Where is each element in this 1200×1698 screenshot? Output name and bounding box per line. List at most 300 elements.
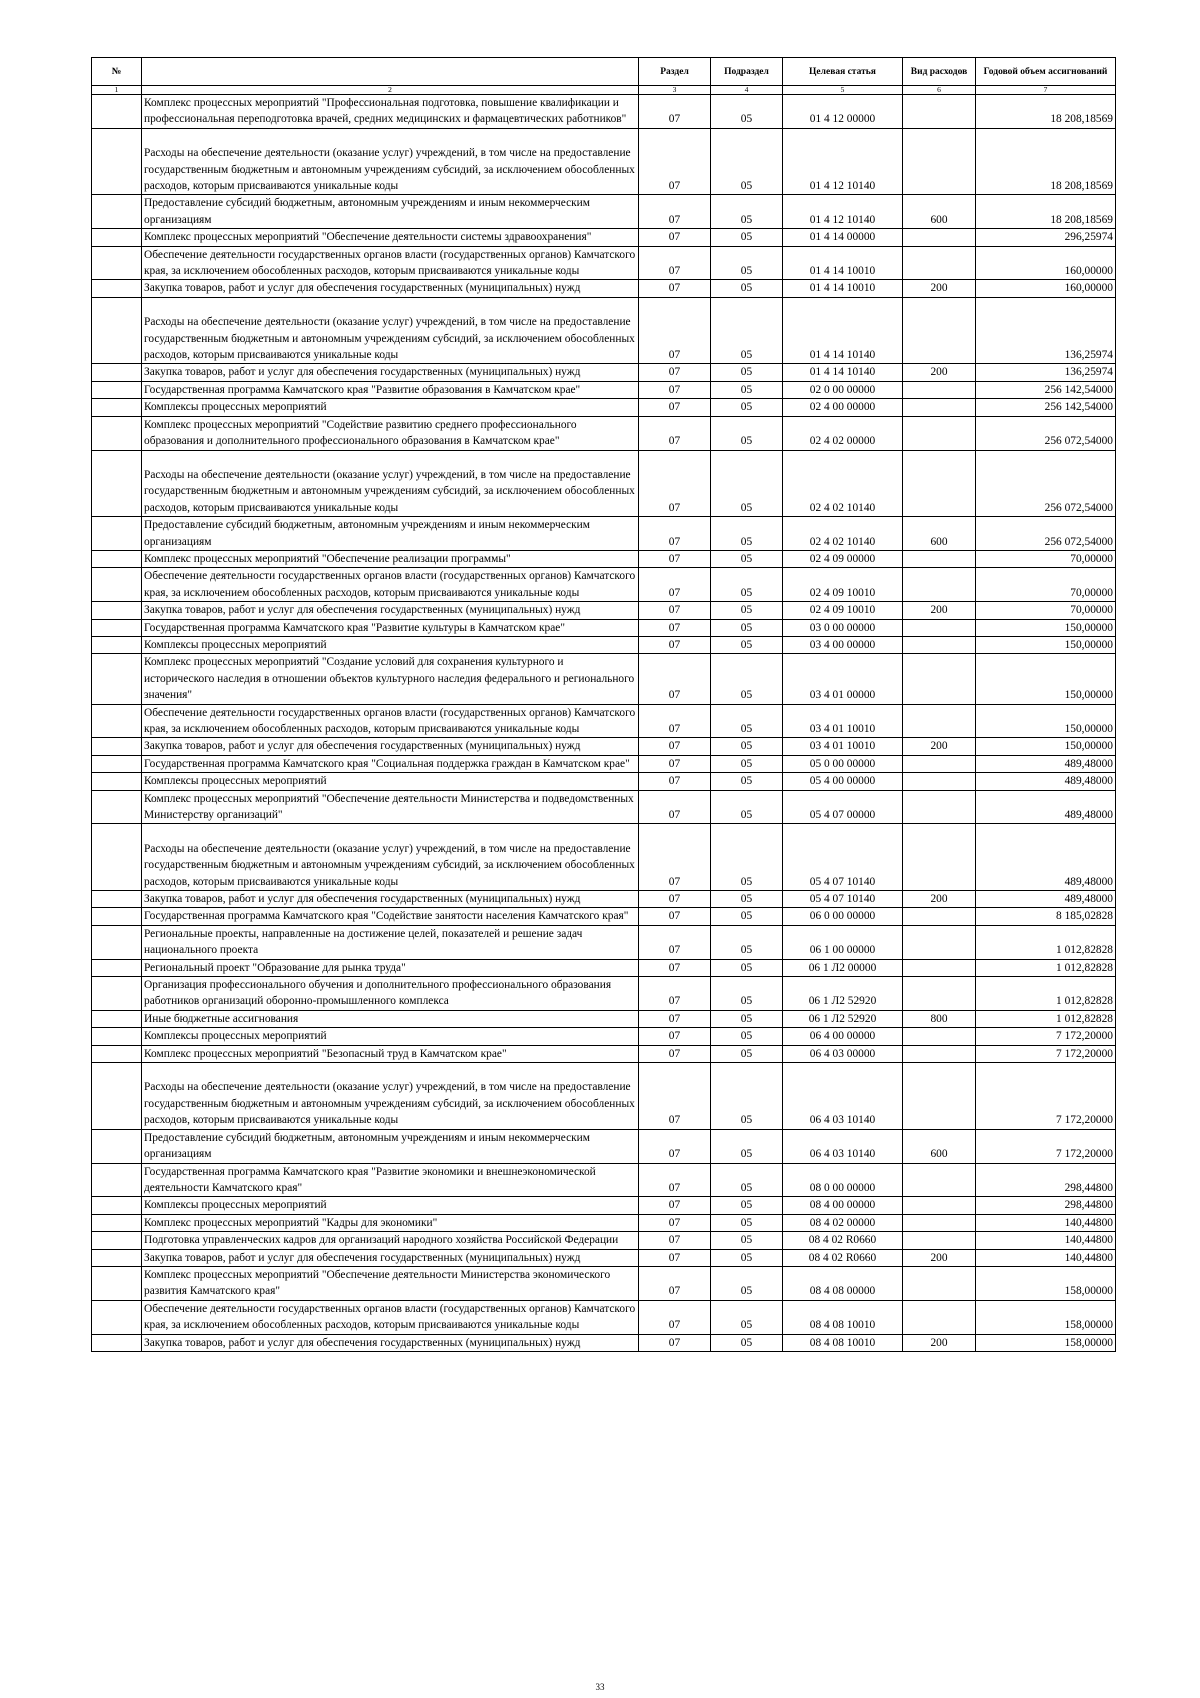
row-number-cell bbox=[92, 1300, 142, 1334]
amount-cell: 7 172,20000 bbox=[976, 1063, 1116, 1130]
row-number-cell bbox=[92, 517, 142, 551]
vid-cell bbox=[903, 959, 976, 976]
row-name-text: Закупка товаров, работ и услуг для обеспечения государственных (муниципальных) нужд bbox=[144, 1336, 581, 1349]
podrazdel-cell: 05 bbox=[711, 128, 783, 195]
podrazdel-cell: 05 bbox=[711, 704, 783, 738]
celevaya-cell: 01 4 12 10140 bbox=[783, 195, 903, 229]
column-number: 5 bbox=[783, 86, 903, 95]
row-name-text: Организация профессионального обучения и дополнительного профессионального образования работников организаций оборонно-промышленного комплекса bbox=[144, 979, 612, 1008]
celevaya-cell: 06 4 03 00000 bbox=[783, 1045, 903, 1062]
column-number-row bbox=[92, 86, 1116, 95]
table-row bbox=[92, 977, 1116, 1011]
vid-cell bbox=[903, 977, 976, 1011]
row-number-cell bbox=[92, 755, 142, 772]
table-row bbox=[92, 1028, 1116, 1045]
podrazdel-cell: 05 bbox=[711, 1266, 783, 1300]
celevaya-cell: 08 0 00 00000 bbox=[783, 1163, 903, 1197]
podrazdel-cell: 05 bbox=[711, 229, 783, 246]
table-row bbox=[92, 1010, 1116, 1027]
row-number-cell bbox=[92, 381, 142, 398]
vid-cell bbox=[903, 1063, 976, 1130]
razdel-cell: 07 bbox=[639, 517, 711, 551]
row-number-cell bbox=[92, 925, 142, 959]
podrazdel-cell: 05 bbox=[711, 195, 783, 229]
table-row bbox=[92, 568, 1116, 602]
razdel-cell: 07 bbox=[639, 1163, 711, 1197]
razdel-cell: 07 bbox=[639, 1028, 711, 1045]
vid-cell bbox=[903, 1214, 976, 1231]
row-name-cell bbox=[142, 297, 639, 364]
podrazdel-cell: 05 bbox=[711, 1300, 783, 1334]
celevaya-cell: 01 4 12 10140 bbox=[783, 128, 903, 195]
row-number-cell bbox=[92, 280, 142, 297]
vid-cell: 200 bbox=[903, 891, 976, 908]
amount-cell: 18 208,18569 bbox=[976, 95, 1116, 129]
razdel-cell: 07 bbox=[639, 824, 711, 891]
row-name-cell bbox=[142, 1063, 639, 1130]
podrazdel-cell: 05 bbox=[711, 1334, 783, 1351]
vid-cell bbox=[903, 1266, 976, 1300]
celevaya-cell: 06 1 Л2 00000 bbox=[783, 959, 903, 976]
row-number-cell bbox=[92, 654, 142, 704]
amount-cell: 160,00000 bbox=[976, 246, 1116, 280]
row-name-cell bbox=[142, 1197, 639, 1214]
vid-cell: 600 bbox=[903, 1129, 976, 1163]
celevaya-cell: 01 4 14 10140 bbox=[783, 364, 903, 381]
amount-cell: 298,44800 bbox=[976, 1163, 1116, 1197]
amount-cell: 1 012,82828 bbox=[976, 925, 1116, 959]
row-name-text: Закупка товаров, работ и услуг для обеспечения государственных (муниципальных) нужд bbox=[144, 282, 581, 295]
row-name-text: Комплекс процессных мероприятий "Обеспечение деятельности Министерства и подведомственных Министерству организаций" bbox=[144, 792, 634, 822]
table-row bbox=[92, 654, 1116, 704]
row-name-text: Государственная программа Камчатского края "Развитие экономики и внешнеэкономической деятельности Камчатского края" bbox=[144, 1165, 596, 1194]
row-name-text: Предоставление субсидий бюджетным, автономным учреждениям и иным некоммерческим организациям bbox=[144, 1131, 590, 1161]
razdel-cell: 07 bbox=[639, 1266, 711, 1300]
celevaya-cell: 06 1 Л2 52920 bbox=[783, 977, 903, 1011]
razdel-cell: 07 bbox=[639, 755, 711, 772]
podrazdel-cell: 05 bbox=[711, 399, 783, 416]
celevaya-cell: 02 4 00 00000 bbox=[783, 399, 903, 416]
celevaya-cell: 06 4 00 00000 bbox=[783, 1028, 903, 1045]
razdel-cell: 07 bbox=[639, 654, 711, 704]
row-name-cell bbox=[142, 416, 639, 450]
row-number-cell bbox=[92, 399, 142, 416]
row-name-text: Комплекс процессных мероприятий "Создание условий для сохранения культурного и исторического наследия в отношении объектов культурного наследия федерального и регионального значения" bbox=[144, 656, 635, 702]
row-name-text: Обеспечение деятельности государственных органов власти (государственных органов) Камчатского края, за исключением обособленных расходов, которым присваиваются уникальные коды bbox=[144, 1302, 636, 1332]
table-row bbox=[92, 1300, 1116, 1334]
row-name-cell bbox=[142, 738, 639, 755]
razdel-cell: 07 bbox=[639, 1334, 711, 1351]
razdel-cell: 07 bbox=[639, 790, 711, 824]
vid-cell bbox=[903, 908, 976, 925]
row-name-text: Комплекс процессных мероприятий "Содействие развитию среднего профессионального образования и дополнительного профессионального образования в Камчатском крае" bbox=[144, 418, 577, 448]
row-name-cell bbox=[142, 1334, 639, 1351]
razdel-cell: 07 bbox=[639, 297, 711, 364]
row-number-cell bbox=[92, 1028, 142, 1045]
razdel-cell: 07 bbox=[639, 636, 711, 653]
table-row bbox=[92, 399, 1116, 416]
row-name-text: Расходы на обеспечение деятельности (оказание услуг) учреждений, в том числе на предоставление государственным бюджетным и автономным учреждениям субсидий, за исключением обособленных расходов, которым присваиваются уникальные коды bbox=[144, 468, 635, 514]
celevaya-cell: 03 4 01 10010 bbox=[783, 738, 903, 755]
row-name-text: Комплексы процессных мероприятий bbox=[144, 638, 327, 651]
row-number-cell bbox=[92, 790, 142, 824]
row-number-cell bbox=[92, 1249, 142, 1266]
row-name-text: Предоставление субсидий бюджетным, автономным учреждениям и иным некоммерческим организациям bbox=[144, 519, 590, 548]
row-number-cell bbox=[92, 297, 142, 364]
podrazdel-cell: 05 bbox=[711, 450, 783, 517]
column-number: 1 bbox=[92, 86, 142, 95]
amount-cell: 7 172,20000 bbox=[976, 1129, 1116, 1163]
amount-cell: 489,48000 bbox=[976, 773, 1116, 790]
celevaya-cell: 02 4 02 10140 bbox=[783, 517, 903, 551]
amount-cell: 298,44800 bbox=[976, 1197, 1116, 1214]
row-name-cell bbox=[142, 246, 639, 280]
row-number-cell bbox=[92, 246, 142, 280]
row-name-cell bbox=[142, 790, 639, 824]
celevaya-cell: 02 4 09 10010 bbox=[783, 602, 903, 619]
podrazdel-cell: 05 bbox=[711, 619, 783, 636]
row-number-cell bbox=[92, 959, 142, 976]
column-number: 3 bbox=[639, 86, 711, 95]
row-number-cell bbox=[92, 195, 142, 229]
col-header-podrazdel: Подраздел bbox=[711, 58, 783, 86]
razdel-cell: 07 bbox=[639, 925, 711, 959]
row-name-text: Государственная программа Камчатского края "Социальная поддержка граждан в Камчатском крае" bbox=[144, 757, 630, 770]
amount-cell: 150,00000 bbox=[976, 704, 1116, 738]
razdel-cell: 07 bbox=[639, 891, 711, 908]
razdel-cell: 07 bbox=[639, 977, 711, 1011]
row-number-cell bbox=[92, 1334, 142, 1351]
vid-cell: 200 bbox=[903, 602, 976, 619]
table-row bbox=[92, 450, 1116, 517]
row-number-cell bbox=[92, 95, 142, 129]
row-name-text: Государственная программа Камчатского края "Содействие занятости населения Камчатского края" bbox=[144, 910, 629, 923]
row-name-cell bbox=[142, 602, 639, 619]
row-name-text: Обеспечение деятельности государственных органов власти (государственных органов) Камчатского края, за исключением обособленных расходов, которым присваиваются уникальные коды bbox=[144, 570, 636, 599]
razdel-cell: 07 bbox=[639, 280, 711, 297]
row-name-text: Государственная программа Камчатского края "Развитие культуры в Камчатском крае" bbox=[144, 621, 566, 634]
razdel-cell: 07 bbox=[639, 704, 711, 738]
amount-cell: 140,44800 bbox=[976, 1232, 1116, 1249]
table-row bbox=[92, 195, 1116, 229]
vid-cell bbox=[903, 773, 976, 790]
amount-cell: 8 185,02828 bbox=[976, 908, 1116, 925]
table-row bbox=[92, 959, 1116, 976]
celevaya-cell: 02 0 00 00000 bbox=[783, 381, 903, 398]
table-row bbox=[92, 1249, 1116, 1266]
col-header-obem: Годовой объем ассигнований bbox=[976, 58, 1116, 86]
table-row bbox=[92, 517, 1116, 551]
row-name-cell bbox=[142, 1300, 639, 1334]
row-name-text: Расходы на обеспечение деятельности (оказание услуг) учреждений, в том числе на предоставление государственным бюджетным и автономным учреждениям субсидий, за исключением обособленных расходов, которым присваиваются уникальные коды bbox=[144, 316, 635, 362]
celevaya-cell: 08 4 02 R0660 bbox=[783, 1232, 903, 1249]
vid-cell bbox=[903, 925, 976, 959]
vid-cell bbox=[903, 297, 976, 364]
row-name-text: Закупка товаров, работ и услуг для обеспечения государственных (муниципальных) нужд bbox=[144, 893, 581, 906]
row-name-text: Комплекс процессных мероприятий "Безопасный труд в Камчатском крае" bbox=[144, 1047, 507, 1060]
row-name-cell bbox=[142, 399, 639, 416]
row-name-text: Комплекс процессных мероприятий "Обеспечение реализации программы" bbox=[144, 552, 511, 565]
vid-cell bbox=[903, 1045, 976, 1062]
row-name-text: Расходы на обеспечение деятельности (оказание услуг) учреждений, в том числе на предоставление государственным бюджетным и автономным учреждениям субсидий, за исключением обособленных расходов, которым присваиваются уникальные коды bbox=[144, 842, 635, 888]
razdel-cell: 07 bbox=[639, 399, 711, 416]
razdel-cell: 07 bbox=[639, 1197, 711, 1214]
row-name-cell bbox=[142, 755, 639, 772]
row-name-text: Закупка товаров, работ и услуг для обеспечения государственных (муниципальных) нужд bbox=[144, 1251, 581, 1264]
podrazdel-cell: 05 bbox=[711, 568, 783, 602]
vid-cell: 600 bbox=[903, 517, 976, 551]
amount-cell: 140,44800 bbox=[976, 1214, 1116, 1231]
budget-table bbox=[91, 57, 1116, 1352]
row-name-text: Комплексы процессных мероприятий bbox=[144, 401, 327, 414]
page-number: 33 bbox=[595, 1682, 605, 1692]
row-name-text: Комплекс процессных мероприятий "Кадры для экономики" bbox=[144, 1216, 438, 1229]
row-name-cell bbox=[142, 925, 639, 959]
table-row bbox=[92, 246, 1116, 280]
amount-cell: 150,00000 bbox=[976, 654, 1116, 704]
table-row bbox=[92, 550, 1116, 567]
row-number-cell bbox=[92, 977, 142, 1011]
table-row bbox=[92, 824, 1116, 891]
amount-cell: 489,48000 bbox=[976, 824, 1116, 891]
vid-cell bbox=[903, 399, 976, 416]
celevaya-cell: 01 4 12 00000 bbox=[783, 95, 903, 129]
row-number-cell bbox=[92, 738, 142, 755]
col-header-vid: Вид расходов bbox=[903, 58, 976, 86]
vid-cell bbox=[903, 654, 976, 704]
celevaya-cell: 02 4 02 00000 bbox=[783, 416, 903, 450]
amount-cell: 256 072,54000 bbox=[976, 416, 1116, 450]
podrazdel-cell: 05 bbox=[711, 517, 783, 551]
celevaya-cell: 03 4 00 00000 bbox=[783, 636, 903, 653]
vid-cell bbox=[903, 229, 976, 246]
celevaya-cell: 08 4 02 00000 bbox=[783, 1214, 903, 1231]
amount-cell: 256 142,54000 bbox=[976, 381, 1116, 398]
razdel-cell: 07 bbox=[639, 1300, 711, 1334]
row-number-cell bbox=[92, 450, 142, 517]
row-name-text: Предоставление субсидий бюджетным, автономным учреждениям и иным некоммерческим организациям bbox=[144, 197, 590, 226]
razdel-cell: 07 bbox=[639, 1010, 711, 1027]
celevaya-cell: 06 4 03 10140 bbox=[783, 1063, 903, 1130]
row-number-cell bbox=[92, 824, 142, 891]
row-number-cell bbox=[92, 619, 142, 636]
row-name-cell bbox=[142, 959, 639, 976]
celevaya-cell: 05 4 07 00000 bbox=[783, 790, 903, 824]
row-name-cell bbox=[142, 517, 639, 551]
celevaya-cell: 05 4 00 00000 bbox=[783, 773, 903, 790]
razdel-cell: 07 bbox=[639, 619, 711, 636]
vid-cell bbox=[903, 568, 976, 602]
podrazdel-cell: 05 bbox=[711, 824, 783, 891]
amount-cell: 136,25974 bbox=[976, 297, 1116, 364]
table-row bbox=[92, 1063, 1116, 1130]
podrazdel-cell: 05 bbox=[711, 925, 783, 959]
row-name-cell bbox=[142, 891, 639, 908]
podrazdel-cell: 05 bbox=[711, 602, 783, 619]
row-number-cell bbox=[92, 1045, 142, 1062]
column-number: 6 bbox=[903, 86, 976, 95]
vid-cell bbox=[903, 755, 976, 772]
vid-cell: 800 bbox=[903, 1010, 976, 1027]
row-name-text: Подготовка управленческих кадров для организаций народного хозяйства Российской Федерации bbox=[144, 1234, 619, 1247]
amount-cell: 158,00000 bbox=[976, 1266, 1116, 1300]
table-row bbox=[92, 790, 1116, 824]
row-name-text: Закупка товаров, работ и услуг для обеспечения государственных (муниципальных) нужд bbox=[144, 740, 581, 753]
row-name-cell bbox=[142, 1028, 639, 1045]
podrazdel-cell: 05 bbox=[711, 280, 783, 297]
podrazdel-cell: 05 bbox=[711, 790, 783, 824]
table-row bbox=[92, 381, 1116, 398]
razdel-cell: 07 bbox=[639, 568, 711, 602]
vid-cell bbox=[903, 1232, 976, 1249]
amount-cell: 18 208,18569 bbox=[976, 195, 1116, 229]
row-number-cell bbox=[92, 602, 142, 619]
row-name-cell bbox=[142, 1010, 639, 1027]
table-row bbox=[92, 755, 1116, 772]
vid-cell: 200 bbox=[903, 738, 976, 755]
vid-cell bbox=[903, 416, 976, 450]
podrazdel-cell: 05 bbox=[711, 1129, 783, 1163]
col-header-name bbox=[142, 58, 639, 86]
row-name-cell bbox=[142, 1249, 639, 1266]
vid-cell bbox=[903, 550, 976, 567]
row-number-cell bbox=[92, 1129, 142, 1163]
celevaya-cell: 08 4 02 R0660 bbox=[783, 1249, 903, 1266]
podrazdel-cell: 05 bbox=[711, 636, 783, 653]
table-row bbox=[92, 1197, 1116, 1214]
vid-cell bbox=[903, 246, 976, 280]
amount-cell: 489,48000 bbox=[976, 891, 1116, 908]
table-row bbox=[92, 738, 1116, 755]
podrazdel-cell: 05 bbox=[711, 364, 783, 381]
table-row bbox=[92, 1129, 1116, 1163]
amount-cell: 256 072,54000 bbox=[976, 450, 1116, 517]
table-row bbox=[92, 95, 1116, 129]
amount-cell: 158,00000 bbox=[976, 1300, 1116, 1334]
row-name-cell bbox=[142, 1266, 639, 1300]
vid-cell bbox=[903, 790, 976, 824]
row-name-text: Комплексы процессных мероприятий bbox=[144, 1199, 327, 1212]
row-name-cell bbox=[142, 195, 639, 229]
podrazdel-cell: 05 bbox=[711, 297, 783, 364]
amount-cell: 158,00000 bbox=[976, 1334, 1116, 1351]
amount-cell: 18 208,18569 bbox=[976, 128, 1116, 195]
amount-cell: 256 072,54000 bbox=[976, 517, 1116, 551]
col-header-number: № bbox=[92, 58, 142, 86]
podrazdel-cell: 05 bbox=[711, 246, 783, 280]
table-row bbox=[92, 128, 1116, 195]
table-row bbox=[92, 1334, 1116, 1351]
amount-cell: 256 142,54000 bbox=[976, 399, 1116, 416]
vid-cell: 200 bbox=[903, 1334, 976, 1351]
row-name-cell bbox=[142, 977, 639, 1011]
vid-cell: 200 bbox=[903, 364, 976, 381]
row-name-cell bbox=[142, 229, 639, 246]
podrazdel-cell: 05 bbox=[711, 977, 783, 1011]
celevaya-cell: 06 1 00 00000 bbox=[783, 925, 903, 959]
razdel-cell: 07 bbox=[639, 1129, 711, 1163]
row-name-text: Иные бюджетные ассигнования bbox=[144, 1012, 299, 1025]
podrazdel-cell: 05 bbox=[711, 550, 783, 567]
razdel-cell: 07 bbox=[639, 959, 711, 976]
amount-cell: 7 172,20000 bbox=[976, 1028, 1116, 1045]
row-name-text: Закупка товаров, работ и услуг для обеспечения государственных (муниципальных) нужд bbox=[144, 604, 581, 617]
row-name-cell bbox=[142, 636, 639, 653]
col-header-celevaya: Целевая статья bbox=[783, 58, 903, 86]
vid-cell bbox=[903, 381, 976, 398]
header-row bbox=[92, 58, 1116, 86]
row-number-cell bbox=[92, 1063, 142, 1130]
razdel-cell: 07 bbox=[639, 1214, 711, 1231]
row-name-text: Закупка товаров, работ и услуг для обеспечения государственных (муниципальных) нужд bbox=[144, 366, 581, 379]
podrazdel-cell: 05 bbox=[711, 1028, 783, 1045]
table-row bbox=[92, 229, 1116, 246]
podrazdel-cell: 05 bbox=[711, 1249, 783, 1266]
row-name-cell bbox=[142, 381, 639, 398]
podrazdel-cell: 05 bbox=[711, 1045, 783, 1062]
razdel-cell: 07 bbox=[639, 416, 711, 450]
razdel-cell: 07 bbox=[639, 1232, 711, 1249]
podrazdel-cell: 05 bbox=[711, 1010, 783, 1027]
row-name-text: Расходы на обеспечение деятельности (оказание услуг) учреждений, в том числе на предоставление государственным бюджетным и автономным учреждениям субсидий, за исключением обособленных расходов, которым присваиваются уникальные коды bbox=[144, 1081, 635, 1127]
row-name-cell bbox=[142, 280, 639, 297]
celevaya-cell: 01 4 14 10010 bbox=[783, 246, 903, 280]
row-name-cell bbox=[142, 773, 639, 790]
row-name-cell bbox=[142, 128, 639, 195]
podrazdel-cell: 05 bbox=[711, 891, 783, 908]
podrazdel-cell: 05 bbox=[711, 1214, 783, 1231]
podrazdel-cell: 05 bbox=[711, 755, 783, 772]
table-row bbox=[92, 773, 1116, 790]
vid-cell: 200 bbox=[903, 280, 976, 297]
razdel-cell: 07 bbox=[639, 195, 711, 229]
vid-cell bbox=[903, 450, 976, 517]
celevaya-cell: 08 4 00 00000 bbox=[783, 1197, 903, 1214]
row-number-cell bbox=[92, 773, 142, 790]
row-name-text: Комплексы процессных мероприятий bbox=[144, 775, 327, 788]
row-number-cell bbox=[92, 1214, 142, 1231]
razdel-cell: 07 bbox=[639, 602, 711, 619]
vid-cell: 600 bbox=[903, 195, 976, 229]
table-row bbox=[92, 602, 1116, 619]
amount-cell: 1 012,82828 bbox=[976, 1010, 1116, 1027]
row-name-text: Комплексы процессных мероприятий bbox=[144, 1030, 327, 1043]
row-number-cell bbox=[92, 908, 142, 925]
row-name-cell bbox=[142, 704, 639, 738]
razdel-cell: 07 bbox=[639, 381, 711, 398]
celevaya-cell: 06 0 00 00000 bbox=[783, 908, 903, 925]
row-number-cell bbox=[92, 364, 142, 381]
vid-cell bbox=[903, 704, 976, 738]
row-number-cell bbox=[92, 1197, 142, 1214]
amount-cell: 489,48000 bbox=[976, 755, 1116, 772]
row-name-cell bbox=[142, 1129, 639, 1163]
celevaya-cell: 03 0 00 00000 bbox=[783, 619, 903, 636]
amount-cell: 1 012,82828 bbox=[976, 977, 1116, 1011]
razdel-cell: 07 bbox=[639, 773, 711, 790]
vid-cell: 200 bbox=[903, 1249, 976, 1266]
podrazdel-cell: 05 bbox=[711, 1197, 783, 1214]
row-number-cell bbox=[92, 229, 142, 246]
vid-cell bbox=[903, 824, 976, 891]
column-number: 7 bbox=[976, 86, 1116, 95]
table-body bbox=[92, 95, 1116, 1352]
row-name-text: Региональные проекты, направленные на достижение целей, показателей и решение задач национального проекта bbox=[144, 927, 583, 957]
celevaya-cell: 05 4 07 10140 bbox=[783, 891, 903, 908]
row-number-cell bbox=[92, 550, 142, 567]
row-name-text: Комплекс процессных мероприятий "Обеспечение деятельности Министерства экономического развития Камчатского края" bbox=[144, 1268, 611, 1298]
amount-cell: 7 172,20000 bbox=[976, 1045, 1116, 1062]
